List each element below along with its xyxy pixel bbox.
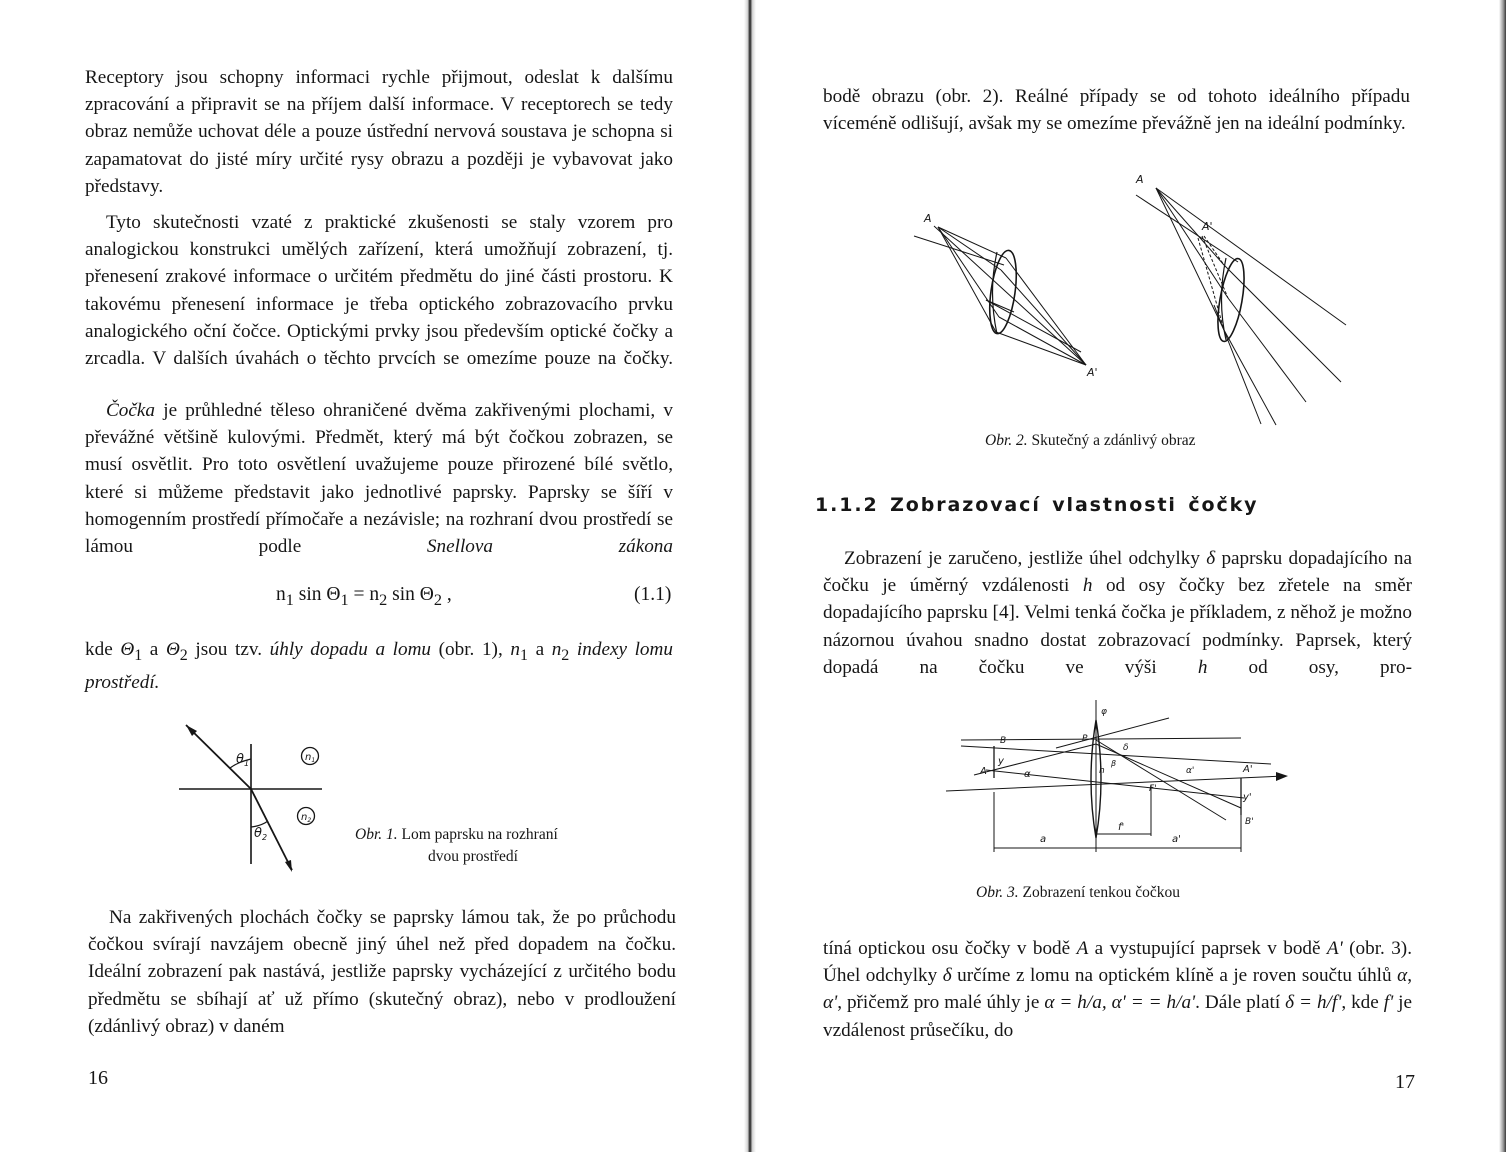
- page-number-right: 17: [1395, 1071, 1415, 1093]
- fig3-label-beta: β: [1111, 759, 1117, 768]
- fig3-label-a-dim: a: [1040, 834, 1047, 845]
- book-spine-gutter: [744, 0, 756, 1152]
- term-indexy-lomu: indexy lomu prostředí.: [85, 639, 673, 694]
- paragraph-tina-optickou-osu: tíná optickou osu čočky v bodě A a vystupující paprsek v bodě A' (obr. 3). Úhel odchylky δ určíme z lomu na optickém klíně a je roven součtu úhlů α, α', přičemž pro malé úhly je α = h/a, α' = = h/a'. Dále platí δ = h/f', kde f' je vzdálenost průsečíku, do: [823, 938, 1412, 1041]
- fig3-label-alpha-prime: α': [1186, 766, 1195, 776]
- fig3-label-phi: φ: [1101, 707, 1107, 717]
- term-uhly-dopadu: úhly dopadu a lomu: [269, 639, 432, 660]
- fig3-label-alpha: α: [1024, 769, 1031, 780]
- fig3-label-a-prime-dim: a': [1172, 834, 1181, 845]
- label-n2: $n_2$: [301, 812, 312, 824]
- caption-figure-1-line2: dvou prostředí: [428, 848, 518, 865]
- paragraph-tyto-skutecnosti: Tyto skutečnosti vzaté z praktické zkušenosti se staly vzorem pro analogickou konstrukci umělých zařízení, která umožňují zobrazení, tj. přenesení zrakové informace o určitém předmětu do jiné části prostoru. K takovému přenesení informace je třeba optického zobrazovacího prvku analogického oční čočce. Optickými prvky jsou především optické čočky a zrcadla. V dalších úvahách o těchto prvcích se omezíme pouze na čočky.: [85, 212, 673, 370]
- fig3-label-f-prime-dim: f': [1118, 822, 1125, 833]
- section-heading: 1.1.2 Zobrazovací vlastnosti čočky: [815, 494, 1259, 516]
- fig2-label-a-left: A: [924, 212, 932, 225]
- term-cocka: Čočka: [106, 400, 156, 421]
- equation-number: (1.1): [634, 584, 672, 605]
- caption-figure-2: Obr. 2. Skutečný a zdánlivý obraz: [985, 432, 1196, 449]
- fig3-label-f-prime: F': [1149, 784, 1157, 794]
- caption-figure-3: Obr. 3. Zobrazení tenkou čočkou: [976, 884, 1181, 901]
- ray-through: [1096, 740, 1226, 820]
- equation-snell: $n_1$ $\sin \Theta_1 = n_2$ $\sin \Theta_2$ ,: [276, 584, 452, 609]
- fig3-label-a-prime: A': [1243, 764, 1253, 775]
- paragraph-zakrivene-plochy: Na zakřivených plochách čočky se paprsky lámou tak, že po průchodu čočkou svírají navzájem obecně jiný úhel než před dopadem na čočku. Ideální zobrazení pak nastává, jestliže paprsky vycházející z určitého bodu předmětu se sbíhají ať už přímo (skutečný obraz), nebo v prodloužení (zdánlivý obraz) v daném: [88, 907, 676, 1037]
- cocka-text: je průhledné těleso ohraničené dvěma zakřivenými plochami, v převážné většině kulovými. Předmět, který má být čočkou zobrazen, se musí osvětlit. Pro toto osvětlení uvažujeme pouze přirozené bílé světlo, které si můžeme představit jako jednotlivé paprsky. Paprsky se šíří v homogenním prostředí přímočaře a nezávisle; na rozhraní dvou prostředí se lámou podle: [85, 400, 673, 558]
- label-n1: $n_1$: [305, 752, 316, 764]
- paragraph-bode-obrazu: bodě obrazu (obr. 2). Reálné případy se od tohoto ideálního případu víceméně odlišují, avšak my se omezíme převážně jen na ideální podmínky.: [823, 86, 1410, 135]
- page-number-left: 16: [88, 1067, 108, 1089]
- fig3-label-delta: δ: [1123, 743, 1129, 753]
- fig3-label-b-prime: B': [1245, 817, 1254, 827]
- fig3-label-y: y: [998, 756, 1004, 767]
- right-page: [756, 0, 1506, 1152]
- label-theta-1: $\theta_1$: [236, 752, 250, 768]
- paragraph-kde-theta: kde $\Theta_1$ a $\Theta_2$ jsou tzv. úhly dopadu a lomu (obr. 1), $n_1$ a $n_2$ indexy lomu prostředí.: [85, 639, 673, 694]
- ray-oblique: [1056, 718, 1169, 748]
- fig3-label-y-prime: y': [1243, 792, 1252, 803]
- fig2-label-a-prime-right: A': [1202, 220, 1213, 233]
- label-theta-2: $\theta_2$: [254, 826, 268, 842]
- fig2-label-a-prime-left: A': [1087, 366, 1098, 379]
- caption-figure-1: Obr. 1. Lom paprsku na rozhraní: [355, 826, 558, 843]
- fig3-label-p: P: [1082, 734, 1088, 744]
- paragraph-receptory: Receptory jsou schopny informaci rychle přijmout, odeslat k dalšímu zpracování a připravit se na příjem další informace. V receptorech se tedy obraz nemůže uchovat déle a pouze ústřední nervová soustava je schopna si zapamatovat do jisté míry určité rysy obrazu a později je vybavovat jako představy.: [85, 67, 673, 197]
- fig2-label-a-right: A: [1136, 173, 1144, 186]
- refracted-arrow: [285, 860, 292, 872]
- fig3-label-b: B: [1000, 736, 1007, 746]
- paragraph-zobrazeni-zaruceno: Zobrazení je zaručeno, jestliže úhel odchylky δ paprsku dopadajícího na čočku je úměrný vzdálenosti h od osy čočky bez zřetele na směr dopadajícího paprsku [4]. Velmi tenká čočka je příkladem, z něhož je možno názornou úvahou snadno dostat zobrazovací podmínky. Paprsek, který dopadá na čočku ve výši h od osy, pro-: [823, 548, 1412, 678]
- left-page: [0, 0, 748, 1152]
- fig3-label-h: h: [1099, 766, 1105, 776]
- fig3-label-a: A: [980, 766, 987, 777]
- term-snelluv-zakon: Snellova zákona: [426, 536, 673, 558]
